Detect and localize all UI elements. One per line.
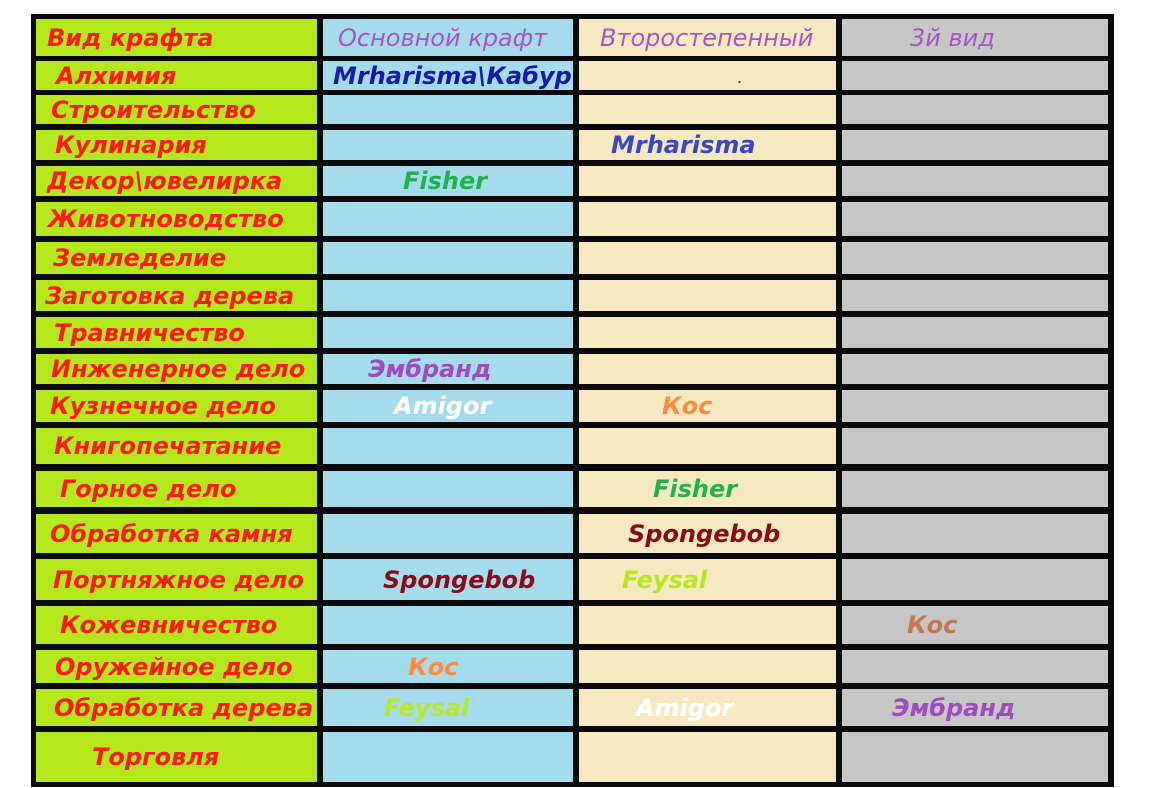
secondary-craft-cell <box>579 61 836 90</box>
header-secondary: Второстепенный <box>600 23 814 52</box>
third-craft-cell <box>842 61 1108 90</box>
header-third-type-cell <box>842 19 1108 56</box>
craft-name-cell <box>36 95 317 124</box>
craft-name: Кожевничество <box>60 611 278 639</box>
secondary-craft-cell <box>579 689 836 726</box>
secondary-craft-cell <box>579 242 836 274</box>
third-craft-player: Эмбранд <box>892 693 1016 722</box>
main-craft-cell <box>323 471 573 507</box>
secondary-craft-cell <box>579 559 836 600</box>
main-craft-cell <box>323 732 573 782</box>
main-craft-player: Эмбранд <box>368 355 492 383</box>
craft-name-cell <box>36 390 317 422</box>
third-craft-cell <box>842 317 1108 348</box>
main-craft-player: Mrharisma\Кабур <box>333 61 572 90</box>
craft-name: Кузнечное дело <box>50 392 276 420</box>
craft-name-cell <box>36 242 317 274</box>
main-craft-cell <box>323 166 573 196</box>
craft-name: Строительство <box>51 95 256 124</box>
craft-name-cell <box>36 471 317 507</box>
craft-name-cell <box>36 606 317 644</box>
secondary-craft-player: Amigor <box>636 693 734 722</box>
third-craft-cell <box>842 559 1108 600</box>
craft-name-cell <box>36 689 317 726</box>
secondary-craft-player: Fisher <box>653 475 738 503</box>
secondary-craft-cell <box>579 606 836 644</box>
third-craft-cell <box>842 650 1108 683</box>
secondary-craft-cell <box>579 130 836 160</box>
craft-name: Алхимия <box>56 61 177 90</box>
craft-name: Оружейное дело <box>55 652 293 681</box>
secondary-craft-cell <box>579 280 836 311</box>
craft-name-cell <box>36 61 317 90</box>
third-craft-cell <box>842 428 1108 464</box>
main-craft-cell <box>323 317 573 348</box>
craft-name: Кулинария <box>55 131 207 159</box>
secondary-craft-cell <box>579 95 836 124</box>
main-craft-player: Spongebob <box>383 565 536 594</box>
main-craft-cell <box>323 689 573 726</box>
craft-name: Горное дело <box>60 475 237 503</box>
secondary-craft-cell <box>579 166 836 196</box>
main-craft-cell <box>323 390 573 422</box>
secondary-craft-cell <box>579 650 836 683</box>
third-craft-cell <box>842 354 1108 384</box>
third-craft-player: Кос <box>907 611 958 639</box>
third-craft-cell <box>842 95 1108 124</box>
header-craft-type: Вид крафта <box>47 23 214 52</box>
header-secondary-cell <box>579 19 836 56</box>
secondary-craft-cell <box>579 732 836 782</box>
main-craft-player: Feysal <box>384 693 470 722</box>
craft-name-cell <box>36 354 317 384</box>
craft-name: Земледелие <box>53 244 227 272</box>
craft-name-cell <box>36 166 317 196</box>
third-craft-cell <box>842 689 1108 726</box>
third-craft-cell <box>842 130 1108 160</box>
main-craft-cell <box>323 95 573 124</box>
main-craft-player: Fisher <box>403 167 488 195</box>
craft-name-cell <box>36 202 317 236</box>
main-craft-cell <box>323 650 573 683</box>
secondary-craft-cell <box>579 317 836 348</box>
main-craft-cell <box>323 559 573 600</box>
craft-name-cell <box>36 650 317 683</box>
craft-name: Декор\ювелирка <box>47 167 283 195</box>
craft-name: Обработка камня <box>50 519 293 548</box>
header-main-craft: Основной крафт <box>338 23 548 52</box>
main-craft-cell <box>323 242 573 274</box>
secondary-craft-player: Кос <box>662 392 713 420</box>
secondary-craft-player: Feysal <box>622 565 708 594</box>
main-craft-player: Amigor <box>394 392 492 420</box>
third-craft-cell <box>842 390 1108 422</box>
craft-name-cell <box>36 559 317 600</box>
third-craft-cell <box>842 606 1108 644</box>
secondary-craft-player: Spongebob <box>628 519 781 548</box>
main-craft-player: Кос <box>408 652 459 681</box>
third-craft-cell <box>842 202 1108 236</box>
craft-table <box>31 14 1114 787</box>
third-craft-cell <box>842 471 1108 507</box>
third-craft-cell <box>842 280 1108 311</box>
secondary-craft-cell <box>579 390 836 422</box>
header-craft-type-cell <box>36 19 317 56</box>
secondary-craft-cell <box>579 428 836 464</box>
craft-name: Животноводство <box>48 205 284 233</box>
craft-name: Заготовка дерева <box>45 281 295 310</box>
craft-name: Книгопечатание <box>54 432 282 460</box>
main-craft-cell <box>323 280 573 311</box>
craft-name-cell <box>36 130 317 160</box>
third-craft-cell <box>842 514 1108 553</box>
craft-name: Инженерное дело <box>51 355 306 383</box>
main-craft-cell <box>323 61 573 90</box>
secondary-craft-cell <box>579 202 836 236</box>
header-main-craft-cell <box>323 19 573 56</box>
secondary-craft-cell <box>579 354 836 384</box>
secondary-craft-cell <box>579 514 836 553</box>
main-craft-cell <box>323 428 573 464</box>
main-craft-cell <box>323 606 573 644</box>
third-craft-cell <box>842 242 1108 274</box>
third-craft-cell <box>842 732 1108 782</box>
main-craft-cell <box>323 202 573 236</box>
secondary-craft-cell <box>579 471 836 507</box>
craft-name-cell <box>36 514 317 553</box>
main-craft-cell <box>323 130 573 160</box>
craft-name-cell <box>36 317 317 348</box>
main-craft-cell <box>323 514 573 553</box>
craft-name: Травничество <box>54 318 245 347</box>
craft-name: Портняжное дело <box>53 565 304 594</box>
craft-name: Обработка дерева <box>54 693 314 722</box>
third-craft-cell <box>842 166 1108 196</box>
craft-name-cell <box>36 280 317 311</box>
craft-name-cell <box>36 732 317 782</box>
main-craft-cell <box>323 354 573 384</box>
header-third-type: 3й вид <box>910 23 995 52</box>
craft-name: Торговля <box>92 743 220 771</box>
dot-mark: . <box>738 75 742 86</box>
craft-name-cell <box>36 428 317 464</box>
secondary-craft-player: Mrharisma <box>611 131 756 159</box>
